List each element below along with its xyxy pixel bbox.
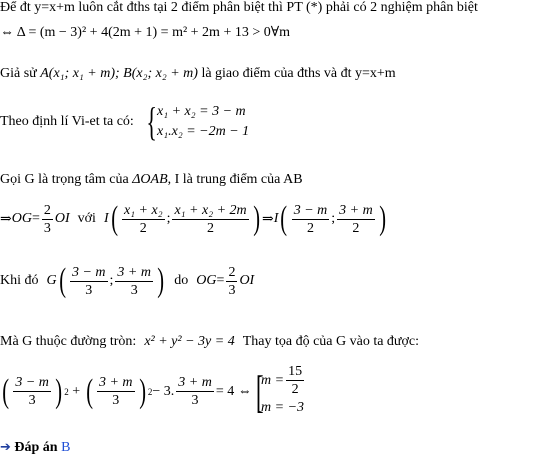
i-x-fraction — [292, 203, 330, 236]
text-line-2 — [0, 24, 290, 41]
circle-prefix: Mà G thuộc đường tròn: — [0, 334, 137, 349]
vieta-block — [0, 99, 250, 144]
fraction-numerator: 15 — [288, 364, 303, 379]
vieta-sum: x₁ + x₂ = 3 − m — [157, 104, 246, 119]
arrow-icon: ➔ — [0, 440, 11, 455]
fraction-numerator: 2 — [43, 202, 51, 218]
g-y-fraction — [115, 265, 153, 298]
text-line-7: Khi đó G ( $\frac{3 - m}{3}$ ; $\frac{3 + m}{3}$ ) do OG = $\frac{2}{3}$ OI — [0, 262, 255, 299]
centroid-suffix: , I là trung điểm của AB — [167, 172, 303, 187]
sq1-fraction — [13, 375, 51, 408]
equals-sign: = — [31, 211, 40, 226]
suppose-suffix: là giao điểm của đths và đt y=x+m — [197, 66, 396, 81]
centroid-prefix: Gọi G là trọng tâm của — [0, 172, 133, 187]
text-line-3 — [0, 66, 396, 82]
fraction-numerator: 3 − m — [71, 264, 106, 280]
text-line-9: ( $\frac{3 - m}{3}$ ) 2 + ( $\frac{3 + m}{3}$ ) 2 − 3. $\frac{3 + m}{3}$ = 4 ⇔ [ m = $\frac{15}{2}$ m = −3 — [0, 364, 306, 419]
oi-vector-2: OI — [239, 273, 255, 288]
fraction-denominator: 2 — [352, 220, 360, 236]
text-line-5 — [0, 172, 303, 188]
fraction-numerator: 3 + m — [98, 375, 133, 390]
implies-arrow: ⇒ — [0, 211, 12, 227]
midpoint-x-fraction — [122, 203, 165, 236]
text-line-8 — [0, 334, 419, 350]
fraction-denominator: 2 — [291, 382, 299, 397]
solution-1-lhs: m = — [261, 372, 285, 388]
equals-four: = 4 ⇔ — [215, 383, 252, 399]
point-i-result: I — [273, 211, 279, 226]
midpoint-y-fraction — [172, 203, 248, 236]
g-x-fraction — [70, 265, 108, 298]
fraction-denominator: 2 — [306, 220, 314, 236]
fraction-numerator: 3 − m — [293, 202, 328, 218]
fraction-denominator: 3 — [191, 393, 199, 408]
intersection-points: A(x₁; x₁ + m); B(x₂; x₂ + m) — [40, 66, 198, 81]
linear-fraction — [176, 375, 214, 408]
vieta-prefix: Theo định lí Vi-et ta có: — [0, 114, 134, 129]
circle-suffix: Thay tọa độ của G vào ta được: — [242, 334, 420, 349]
then-prefix: Khi đó — [0, 273, 39, 288]
og-vector: OG — [11, 211, 32, 226]
system-brace: { — [146, 99, 157, 144]
because-word: do — [174, 273, 189, 288]
og-vector-2: OG — [196, 273, 217, 288]
triangle-oab: ΔOAB — [132, 172, 168, 187]
text-line-1 — [0, 0, 478, 16]
fraction-denominator: 2 — [207, 220, 215, 236]
solution-bracket: [ — [255, 365, 264, 417]
solution-1 — [261, 364, 306, 397]
with-word: với — [77, 211, 96, 226]
fraction-denominator: 3 — [130, 282, 138, 298]
circle-equation: x² + y² − 3y = 4 — [144, 334, 235, 349]
fraction-numerator: x₁ + x₂ — [123, 202, 163, 218]
minus-three: − 3. — [152, 383, 175, 399]
answer-label: Đáp án — [14, 440, 58, 455]
vieta-product: x₁.x₂ = −2m − 1 — [157, 124, 250, 139]
fraction-numerator: 3 + m — [178, 375, 212, 390]
implies-arrow-2: ⇒ — [261, 211, 274, 227]
fraction-denominator: 3 — [85, 282, 93, 298]
discriminant-expression: Δ = (m − 3)² + 4(2m + 1) = m² + 2m + 13 > 0∀m — [16, 25, 291, 40]
fraction-two-thirds-2 — [226, 265, 237, 298]
fraction-denominator: 3 — [228, 282, 236, 298]
point-i: I — [103, 211, 109, 226]
answer-line — [0, 440, 70, 456]
fraction-numerator: 3 − m — [15, 375, 49, 390]
solution-2: m = −3 — [261, 400, 305, 415]
fraction-numerator: x₁ + x₂ + 2m — [174, 202, 247, 218]
fraction-numerator: 2 — [228, 264, 236, 280]
answer-value: B — [61, 440, 71, 455]
solution-1-fraction — [286, 364, 304, 397]
solution-set — [252, 364, 306, 419]
fraction-two-thirds — [42, 203, 53, 236]
fraction-numerator: 3 + m — [117, 264, 151, 280]
i-y-fraction — [337, 203, 375, 236]
text-line-6: ⇒ OG = $\frac{2}{3}$ OI với I ( $\frac{\text{x₁ + x₂}}{2}$ ; $\frac{\text{x₁ + x₂ + 2m}}{2}$ ) ⇒ I ( $\frac{3 - m}{2}$ ; $\frac{3 + m}{2}$ ) — [0, 200, 386, 237]
fraction-denominator: 3 — [112, 393, 120, 408]
vieta-system — [142, 99, 250, 144]
suppose-prefix: Giả sử — [0, 66, 41, 81]
fraction-denominator: 3 — [28, 393, 36, 408]
oi-vector: OI — [54, 211, 70, 226]
point-g: G — [46, 273, 57, 288]
sq2-fraction — [97, 375, 135, 408]
fraction-denominator: 3 — [43, 220, 51, 236]
fraction-denominator: 2 — [139, 220, 147, 236]
fraction-numerator: 3 + m — [339, 202, 373, 218]
equiv-arrow: ⇔ — [0, 25, 14, 40]
intro-sentence: Để đt y=x+m luôn cắt đths tại 2 điểm phân biệt thì PT (*) phải có 2 nghiệm phân biệt — [0, 0, 478, 15]
